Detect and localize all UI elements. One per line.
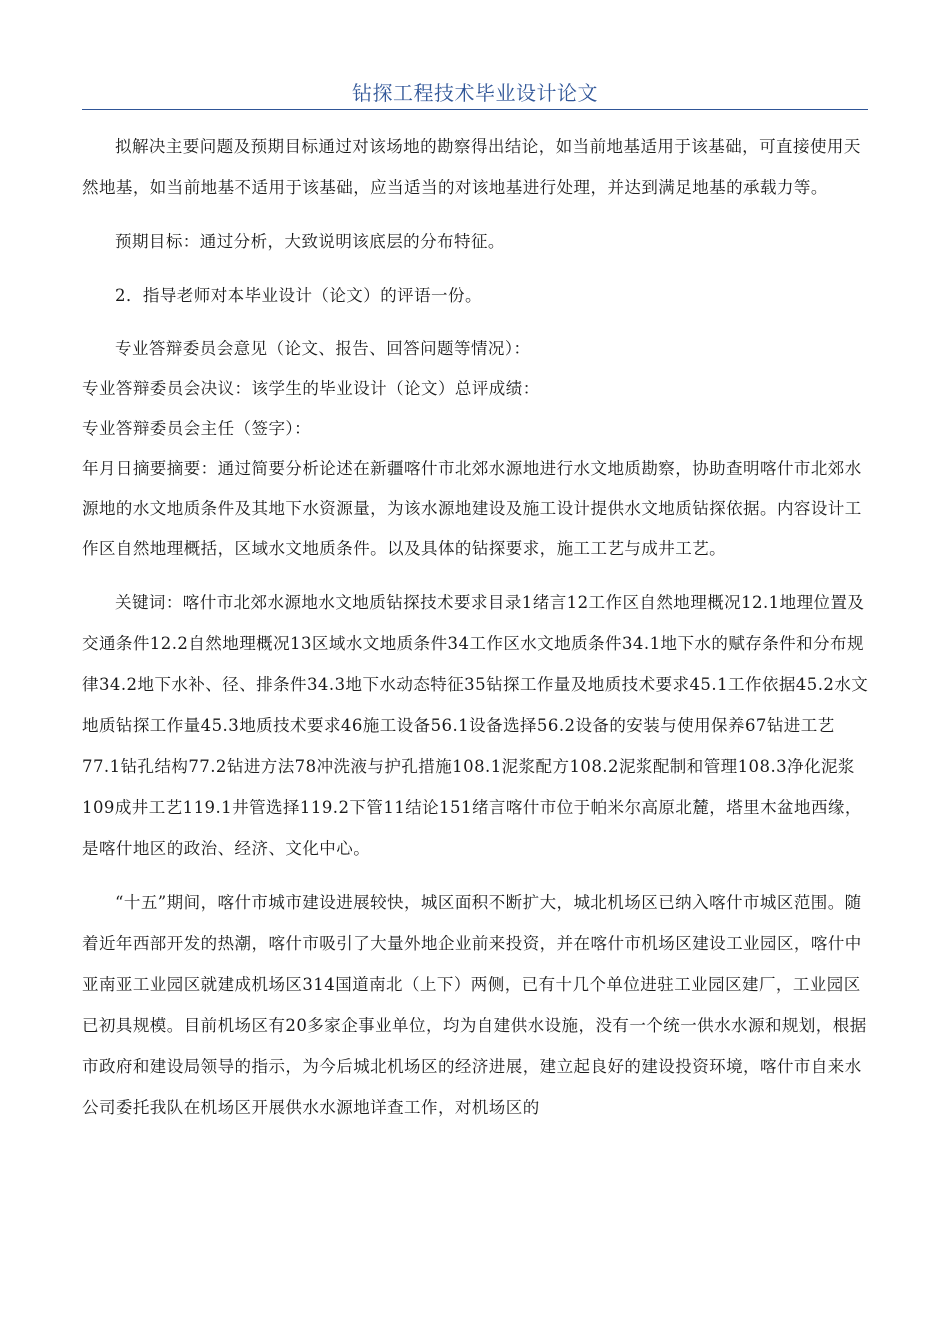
document-title: 钻探工程技术毕业设计论文: [352, 81, 598, 105]
paragraph-expected-goal: 预期目标：通过分析，大致说明该底层的分布特征。: [115, 232, 505, 251]
paragraph-background: “十五”期间，喀什市城市建设进展较快，城区面积不断扩大，城北机场区已纳入喀什市城区范围。随着近年西部开发的热潮，喀什市吸引了大量外地企业前来投资，并在喀什市机场区建设工业园区，喀什中亚南亚工业园区就建成机场区314国道南北（上下）两侧，已有十几个单位进驻工业园区建厂，工业园区已初具规模。目前机场区有20多家企事业单位，均为自建供水设施，没有一个统一供水水源和规划，根据市政府和建设局领导的指示，为今后城北机场区的经济进展，建立起良好的建设投资环境，喀什市自来水公司委托我队在机场区开展供水水源地详查工作，对机场区的: [82, 893, 867, 1117]
paragraph-committee-resolution: 专业答辩委员会决议：该学生的毕业设计（论文）总评成绩：: [82, 379, 540, 398]
paragraph-keywords-toc: 关键词：喀什市北郊水源地水文地质钻探技术要求目录1绪言12工作区自然地理概况12.1地理位置及交通条件12.2自然地理概况13区域水文地质条件34工作区水文地质条件34.1地下水的赋存条件和分布规律34.2地下水补、径、排条件34.3地下水动态特征35钻探工作量及地质技术要求45.1工作依据45.2水文地质钻探工作量45.3地质技术要求46施工设备56.1设备选择56.2设备的安装与使用保养67钻进工艺77.1钻孔结构77.2钻进方法78冲洗液与护孔措施108.1泥浆配方108.2泥浆配制和管理108.3净化泥浆109成井工艺119.1井管选择119.2下管11结论151绪言喀什市位于帕米尔高原北麓，塔里木盆地西缘，是喀什地区的政治、经济、文化中心。: [82, 593, 869, 858]
paragraph-advisor-comment: 2．指导老师对本毕业设计（论文）的评语一份。: [115, 286, 482, 305]
header-divider: [82, 109, 868, 110]
paragraph-problems-goals: 拟解决主要问题及预期目标通过对该场地的勘察得出结论，如当前地基适用于该基础，可直接使用天然地基，如当前地基不适用于该基础，应当适当的对该地基进行处理，并达到满足地基的承载力等。: [82, 137, 861, 197]
page-header: [82, 78, 868, 110]
paragraph-abstract: 年月日摘要摘要：通过简要分析论述在新疆喀什市北郊水源地进行水文地质勘察，协助查明喀什市北郊水源地的水文地质条件及其地下水资源量，为该水源地建设及施工设计提供水文地质钻探依据。内容设计工作区自然地理概括，区域水文地质条件。以及具体的钻探要求，施工工艺与成井工艺。: [82, 459, 862, 558]
paragraph-committee-opinion: 专业答辩委员会意见（论文、报告、回答问题等情况）：: [115, 339, 531, 358]
paragraph-committee-chair: 专业答辩委员会主任（签字）：: [82, 419, 312, 438]
document-body: [82, 126, 872, 1128]
